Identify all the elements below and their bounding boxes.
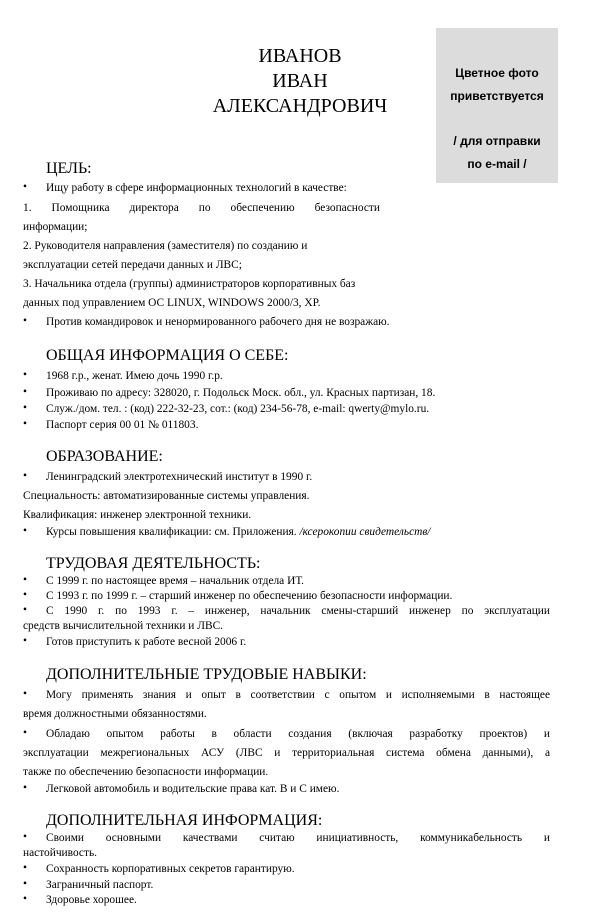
goal-item-2: 2. Руководителя направления (заместителя) по созданию и — [23, 240, 308, 252]
bullet-icon: • — [23, 574, 27, 586]
bullet-icon: • — [23, 315, 27, 327]
bullet-icon: • — [23, 386, 27, 398]
goal-item-2-cont: эксплуатации сетей передачи данных и ЛВС; — [23, 259, 242, 271]
bullet-icon: • — [23, 525, 27, 537]
education-bullet-2 — [46, 526, 430, 538]
bullet-icon: • — [23, 402, 27, 414]
photo-text-1: Цветное фото — [455, 66, 539, 80]
education-courses-note: /ксерокопии свидетельств/ — [299, 526, 431, 538]
extra-item-1: Своими основными качествами считаю инициативность, коммуникабельность и — [46, 832, 550, 844]
bullet-icon: • — [23, 688, 27, 700]
goal-bullet-2: Против командировок и ненормированного рабочего дня не возражаю. — [46, 316, 390, 328]
bullet-icon: • — [23, 782, 27, 794]
education-bullet-1: Ленинградский электротехнический институт в 1990 г. — [46, 471, 313, 483]
bullet-icon: • — [23, 878, 27, 890]
skills-item-2-cont2: также по обеспечению безопасности информации. — [23, 766, 269, 778]
education-specialty: Специальность: автоматизированные системы управления. — [23, 490, 310, 502]
education-courses: Курсы повышения квалификации: см. Приложения. — [46, 526, 300, 538]
skills-item-2: Обладаю опытом работы в области создания (включая разработку проектов) и — [46, 728, 550, 740]
bullet-icon: • — [23, 727, 27, 739]
work-item-1: С 1999 г. по настоящее время – начальник отдела ИТ. — [46, 575, 304, 587]
first-name: ИВАН — [272, 70, 328, 92]
work-item-2: С 1993 г. по 1999 г. – старший инженер по обеспечению безопасности информации. — [46, 590, 453, 602]
goal-item-1-cont: информации; — [23, 221, 88, 233]
skills-item-1: Могу применять знания и опыт в соответствии с опытом и исполняемыми в настоящее — [46, 689, 550, 701]
extra-item-3: Заграничный паспорт. — [46, 879, 154, 891]
bullet-icon: • — [23, 604, 27, 616]
skills-item-1-cont: время должностными обязанностями. — [23, 708, 207, 720]
work-item-3-cont: средств вычислительной техники и ЛВС. — [23, 620, 224, 632]
bullet-icon: • — [23, 862, 27, 874]
skills-heading: ДОПОЛНИТЕЛЬНЫЕ ТРУДОВЫЕ НАВЫКИ: — [46, 666, 367, 683]
bullet-icon: • — [23, 831, 27, 843]
photo-text-2: приветствуется — [450, 89, 544, 103]
general-item: Служ./дом. тел. : (код) 222-32-23, сот.: (код) 234-56-78, e-mail: qwerty@mylo.ru. — [46, 403, 430, 415]
goal-bullet-1: Ищу работу в сфере информационных технологий в качестве: — [46, 182, 347, 194]
photo-placeholder — [436, 28, 558, 183]
extra-heading: ДОПОЛНИТЕЛЬНАЯ ИНФОРМАЦИЯ: — [46, 812, 323, 829]
education-heading: ОБРАЗОВАНИЕ: — [46, 448, 163, 465]
bullet-icon: • — [23, 589, 27, 601]
skills-item-3: Легковой автомобиль и водительские права кат. В и С имею. — [46, 783, 340, 795]
work-heading: ТРУДОВАЯ ДЕЯТЕЛЬНОСТЬ: — [46, 555, 261, 572]
patronymic: АЛЕКСАНДРОВИЧ — [212, 95, 388, 117]
general-item: 1968 г.р., женат. Имею дочь 1990 г.р. — [46, 370, 223, 382]
bullet-icon: • — [23, 181, 27, 193]
bullet-icon: • — [23, 893, 27, 905]
extra-item-2: Сохранность корпоративных секретов гарантирую. — [46, 863, 295, 875]
general-item: Проживаю по адресу: 328020, г. Подольск Моск. обл., ул. Красных партизан, 18. — [46, 387, 436, 399]
extra-item-4: Здоровье хорошее. — [46, 894, 137, 906]
work-item-4: Готов приступить к работе весной 2006 г. — [46, 636, 247, 648]
bullet-icon: • — [23, 470, 27, 482]
goal-item-3: 3. Начальника отдела (группы) администраторов корпоративных баз — [23, 278, 356, 290]
skills-item-2-cont: эксплуатации межрегиональных АСУ (ЛВС и территориальная система обмена данными), а — [23, 747, 550, 759]
goal-item-1: 1. Помощника директора по обеспечению безопасности — [23, 202, 380, 214]
photo-text-3: / для отправки — [453, 134, 541, 148]
goal-heading: ЦЕЛЬ: — [46, 160, 92, 177]
goal-item-3-cont: данных под управлением ОС LINUX, WINDOWS 2000/3, XP. — [23, 297, 321, 309]
general-item: Паспорт серия 00 01 № 011803. — [46, 419, 199, 431]
photo-text-4: по e-mail / — [467, 157, 527, 171]
work-item-3: С 1990 г. по 1993 г. – инженер, начальник смены-старший инженер по эксплуатации — [46, 605, 550, 617]
full-name — [195, 44, 405, 119]
bullet-icon: • — [23, 369, 27, 381]
last-name: ИВАНОВ — [258, 45, 342, 67]
extra-item-1-cont: настойчивость. — [23, 847, 98, 859]
bullet-icon: • — [23, 418, 27, 430]
general-heading: ОБЩАЯ ИНФОРМАЦИЯ О СЕБЕ: — [46, 347, 289, 364]
education-qualification: Квалификация: инженер электронной техники. — [23, 509, 252, 521]
bullet-icon: • — [23, 635, 27, 647]
